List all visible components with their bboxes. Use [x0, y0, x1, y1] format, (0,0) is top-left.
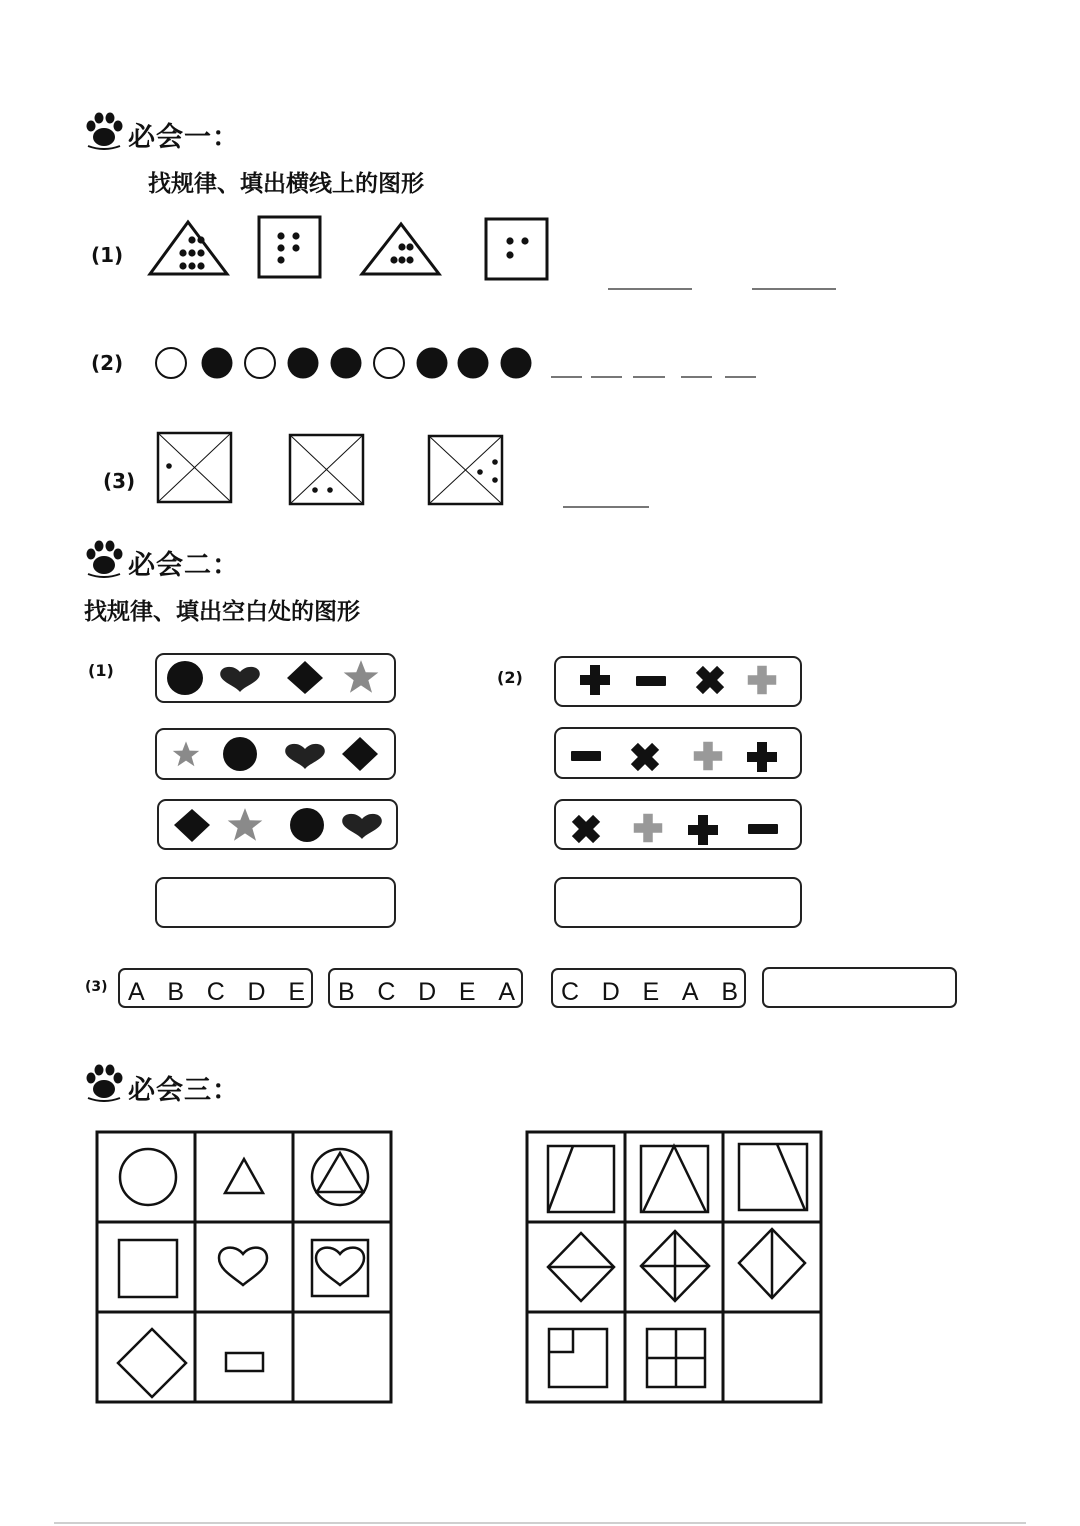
letter: D	[247, 978, 266, 1006]
section-1-instruction: 找规律、填出横线上的图形	[148, 171, 424, 197]
letter-row	[551, 968, 746, 1008]
divider	[54, 1522, 1026, 1524]
letter-row	[328, 968, 523, 1008]
letter: B	[167, 978, 185, 1006]
letter: B	[338, 978, 355, 1006]
question-label: (3)	[103, 469, 136, 493]
shape-grid-left	[95, 1130, 395, 1405]
letter: C	[561, 978, 580, 1006]
letter-row	[118, 968, 313, 1008]
question-label: (1)	[88, 661, 114, 680]
letter: A	[128, 978, 145, 1006]
question-label: (3)	[85, 979, 108, 995]
section-2-title: 必会二：	[128, 550, 240, 581]
section-1-title: 必会一：	[128, 122, 240, 153]
letter: A	[498, 978, 515, 1006]
letter: E	[288, 978, 305, 1006]
letter: E	[642, 978, 660, 1006]
letter: C	[206, 978, 225, 1006]
letter: C	[377, 978, 396, 1006]
answer-box[interactable]	[762, 967, 957, 1008]
section-3-title: 必会三：	[128, 1075, 240, 1106]
question-label: (1)	[91, 243, 124, 267]
letter: B	[721, 978, 738, 1006]
letter: D	[601, 978, 620, 1006]
question-label: (2)	[497, 668, 523, 687]
letter: A	[681, 978, 699, 1006]
letter: D	[418, 978, 437, 1006]
paw-icon	[84, 1064, 124, 1102]
letter: E	[458, 978, 476, 1006]
section-2-instruction: 找规律、填出空白处的图形	[84, 599, 360, 625]
question-label: (2)	[91, 351, 124, 375]
shape-grid-right	[525, 1130, 825, 1405]
